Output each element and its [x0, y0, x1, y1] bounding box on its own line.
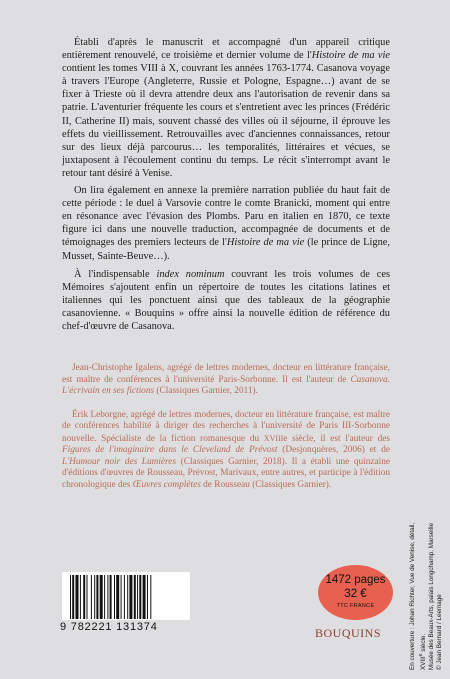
barcode-bar — [96, 575, 98, 619]
barcode-bar — [72, 575, 74, 619]
description-paragraph-2 — [62, 184, 390, 263]
book-title: L'Humour noir des Lumières — [62, 456, 177, 467]
barcode-bar — [143, 575, 146, 619]
barcode-bar — [80, 575, 81, 619]
credit-line-2: Musée des Beaux-Arts, palais Longchamp, Marseille © Jean Bernard / Leemage — [428, 523, 444, 670]
text-segment: couvrant les trois volumes de ces Mémoires s'ajoutent enfin un répertoire de toutes les citations latines et italiennes qui les ponctuent ainsi que des tableaux de la géographie casanovienne. « Bouquins » offre ainsi la nouvelle édition de référence du chef-d'œuvre de Casanova. — [62, 268, 390, 332]
barcode-bar — [116, 575, 119, 619]
text-segment: (le prince de Ligne, Musset, Sainte-Beuve…). — [62, 237, 391, 262]
text-segment: e siècle, il est l'auteur des — [283, 433, 390, 444]
barcode-bar — [139, 575, 141, 619]
barcode-bar — [87, 575, 88, 619]
barcode-bars — [70, 575, 182, 619]
isbn-number: 9 782221 131374 — [60, 621, 158, 633]
credit-line-1 — [409, 520, 428, 670]
text-segment: En couverture : Johan Richter, Vue de Venise, détail, XVIII — [409, 522, 428, 670]
barcode-bar — [70, 575, 71, 619]
text-segment: siècle. — [420, 633, 428, 654]
barcode-bar — [100, 575, 103, 619]
price: 32 € — [344, 588, 367, 600]
barcode-bar — [91, 575, 92, 619]
description-paragraph-3 — [62, 268, 390, 333]
text-segment: (Classiques Garnier, 2018). Il a établi une quinzaine d'éditions d'œuvres de Rousseau, Prévost, Marivaux, entre autres, et participe à l'édition chronologique des — [62, 456, 390, 490]
superscript: e — [418, 653, 424, 657]
index-title: index nominum — [156, 268, 225, 280]
tax-note: TTC FRANCE — [336, 603, 375, 609]
author-bio-leborgne — [62, 410, 390, 492]
text-segment: de Rousseau (Classiques Garnier). — [200, 479, 332, 490]
barcode-bar — [114, 575, 115, 619]
barcode-bar — [94, 575, 95, 619]
book-title: Œuvres complètes — [132, 479, 201, 490]
cover-credit — [409, 520, 449, 670]
text-segment: Jean-Christophe Igalens, agrégé de lettres modernes, docteur en littérature française, est maître de conférences à l'université Paris-Sorbonne. Il est l'auteur de — [62, 363, 390, 385]
page-count: 1472 pages — [325, 574, 386, 586]
text-segment: (Classiques Garnier, 2011). — [154, 386, 258, 396]
barcode-bar — [127, 575, 128, 619]
book-title: Histoire de ma vie — [311, 50, 390, 62]
author-bio-igalens — [62, 363, 390, 398]
barcode-bar — [129, 575, 132, 619]
book-title: Casanova. L'écrivain en ses fictions — [62, 374, 390, 396]
author-bios — [62, 363, 390, 503]
text-segment: Érik Leborgne, agrégé de lettres modernes, docteur en littérature française, est maître de conférences habilité à diriger des recherches à l'université de Paris III-Sorbonne nouvelle. Spécialiste de la fiction romanesque du — [62, 409, 390, 444]
barcode-bar — [76, 575, 79, 619]
barcode-bar — [104, 575, 105, 619]
barcode-bar — [137, 575, 138, 619]
cover-credit-text — [409, 520, 449, 670]
barcode-bar — [110, 575, 112, 619]
century-numeral: XVIII — [263, 433, 284, 443]
publisher-logo: BOUQUINS — [314, 626, 381, 640]
text-segment: (Desjonquères, 2006) et de — [277, 445, 390, 455]
book-title: Figures de l'imaginaire dans le Cleveland de Prévost — [62, 445, 278, 455]
barcode — [62, 572, 190, 620]
barcode-bar — [107, 575, 108, 619]
barcode-bar — [121, 575, 122, 619]
description-paragraph-1 — [62, 36, 390, 180]
text-segment: À l'indispensable — [74, 268, 157, 280]
barcode-bar — [124, 575, 125, 619]
barcode-bar — [150, 575, 151, 619]
barcode-bar — [147, 575, 148, 619]
text-segment: Établi d'après le manuscrit et accompagné d'un appareil critique entièrement renouvelé, ce troisième et dernier volume de l' — [62, 37, 390, 62]
barcode-bar — [83, 575, 85, 619]
text-segment: contient les tomes VIII à X, couvrant les années 1763-1774. Casanova voyage à travers l'Europe (Angleterre, Russie et Pologne, Espagne…) avant de se fixer à Trieste où il devra attendre deux ans l'autorisation de revenir dans sa patrie. L'aventurier fréquente les cours et s'entretient avec les princes (Frédéric II, Catherine II) mais, souvent chassé des villes où il séjourne, il éprouve les effets du vieillissement. Retrouvailles avec d'anciennes connaissances, retour sur des lieux déjà parcourus… les temporalités, littéraires et vécues, se juxtaposent à l'écoulement continu du temps. Le récit s'interrompt avant le retour tant désiré à Venise. — [62, 63, 390, 179]
book-title: Histoire de ma vie — [226, 237, 305, 249]
text-segment: On lira également en annexe la première narration publiée du haut fait de cette période : le duel à Varsovie contre le comte Branicki, moment qui entre en résonance avec l'évasion des Plombs. Paru en italien en 1870, ce texte figure ici dans une nouvelle traduction, accompagnée de documents et de témoignages des premiers lecteurs de l' — [62, 185, 390, 249]
back-cover-description — [62, 36, 390, 338]
price-badge — [318, 565, 393, 620]
barcode-bar — [134, 575, 136, 619]
